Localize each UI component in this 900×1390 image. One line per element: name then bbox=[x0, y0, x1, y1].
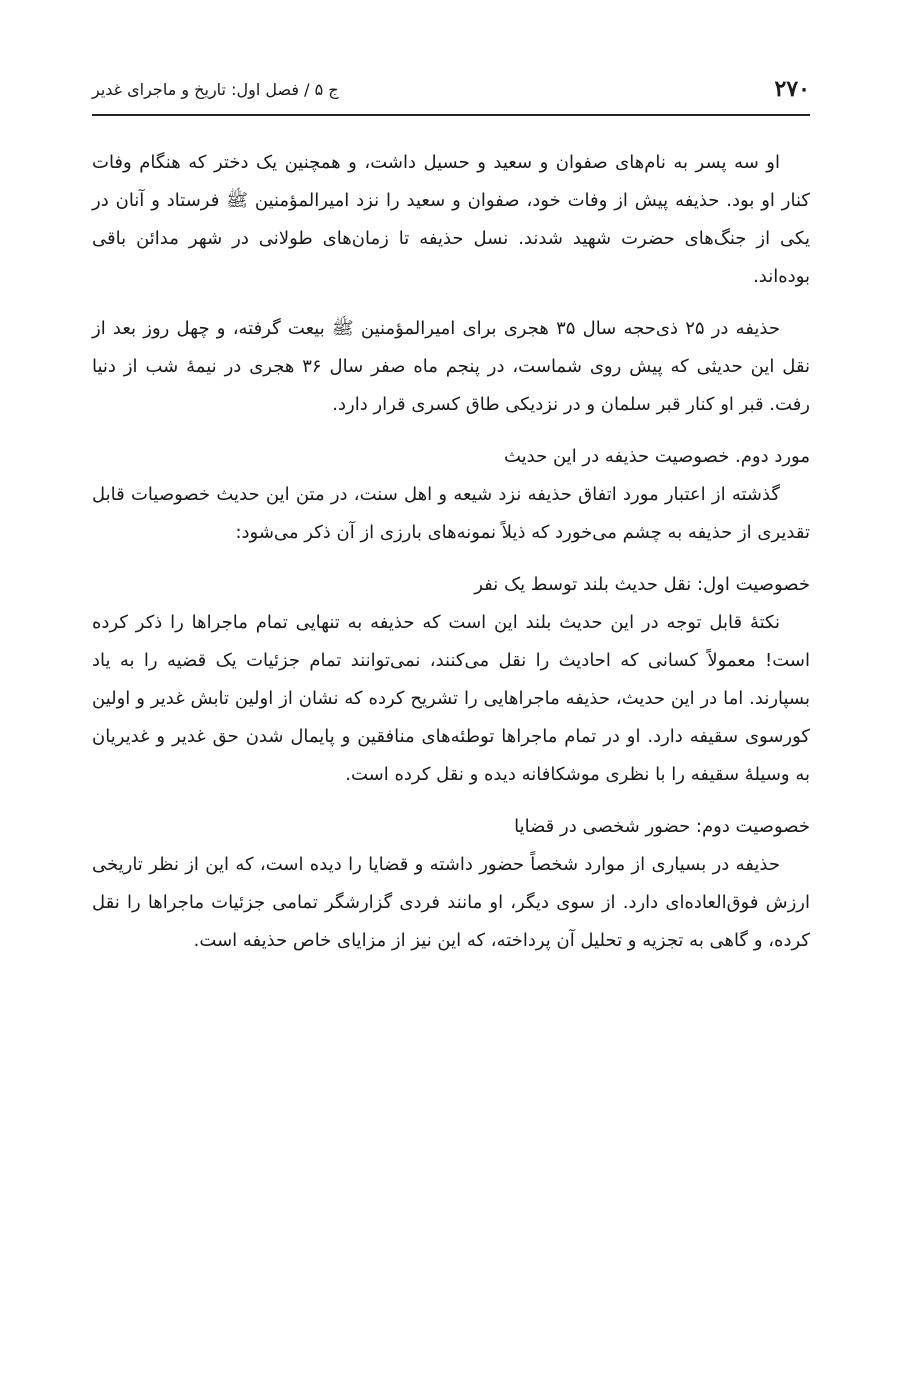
page-header bbox=[92, 64, 810, 116]
paragraph-features-intro: گذشته از اعتبار مورد اتفاق حذیفه نزد شیعه و اهل سنت، در متن این حدیث خصوصیات قابل تقدیری از حذیفه به چشم می‌خورد که ذیلاً نمونه‌های بارزی از آن ذکر می‌شود: bbox=[92, 484, 810, 543]
paragraph-feature-two: حذیفه در بسیاری از موارد شخصاً حضور داشته و قضایا را دیده است، که این از نظر تاریخی ارزش فوق‌العاده‌ای دارد. از سوی دیگر، او مانند فردی گزارشگر تمامی جزئیات ماجراها را نقل کرده، و گاهی به تجزیه و تحلیل آن پرداخته، که این نیز از مزایای خاص حذیفه است. bbox=[92, 854, 810, 951]
section-heading-case-two: مورد دوم. خصوصیت حذیفه در این حدیث bbox=[504, 446, 810, 467]
subheading-feature-one: خصوصیت اول: نقل حدیث بلند توسط یک نفر bbox=[474, 574, 810, 595]
paragraph-feature-one: نکتهٔ قابل توجه در این حدیث بلند این است که حذیفه به تنهایی تمام ماجراها را ذکر کرده است! معمولاً کسانی که احادیث را نقل می‌کنند، نمی‌توانند تمام جزئیات یک قضیه را به یاد بسپارند. اما در این حدیث، حذیفه ماجراهایی را تشریح کرده که نشان از اولین تابش غدیر و اولین کورسوی سقیفه دارد. او در تمام ماجراها توطئه‌های منافقین و پایمال شدن حق غدیر و غدیریان به وسیلهٔ سقیفه را با نظری موشکافانه دیده و نقل کرده است. bbox=[92, 612, 810, 785]
subheading-feature-two: خصوصیت دوم: حضور شخصی در قضایا bbox=[514, 816, 810, 837]
page-number: ۲۷۰ bbox=[774, 76, 810, 102]
paragraph-sons-of-hudhayfa: او سه پسر به نام‌های صفوان و سعید و حسیل داشت، و همچنین یک دختر که هنگام وفات کنار او بود. حذیفه پیش از وفات خود، صفوان و سعید را نزد امیرالمؤمنین ﷺ فرستاد و آنان در یکی از جنگ‌های حضرت شهید شدند. نسل حذیفه تا زمان‌های طولانی در شهر مدائن باقی بوده‌اند. bbox=[92, 152, 810, 287]
book-page bbox=[92, 64, 810, 974]
paragraph-hudhayfa-death: حذیفه در ۲۵ ذی‌حجه سال ۳۵ هجری برای امیرالمؤمنین ﷺ بیعت گرفته، و چهل روز بعد از نقل این حدیثی که پیش روی شماست، در پنجم ماه صفر سال ۳۶ هجری در نیمهٔ شب از دنیا رفت. قبر او کنار قبر سلمان و در نزدیکی طاق کسری قرار دارد. bbox=[92, 318, 810, 415]
page-body bbox=[92, 144, 810, 960]
running-title: ج ۵ / فصل اول: تاریخ و ماجرای غدیر bbox=[92, 80, 339, 99]
